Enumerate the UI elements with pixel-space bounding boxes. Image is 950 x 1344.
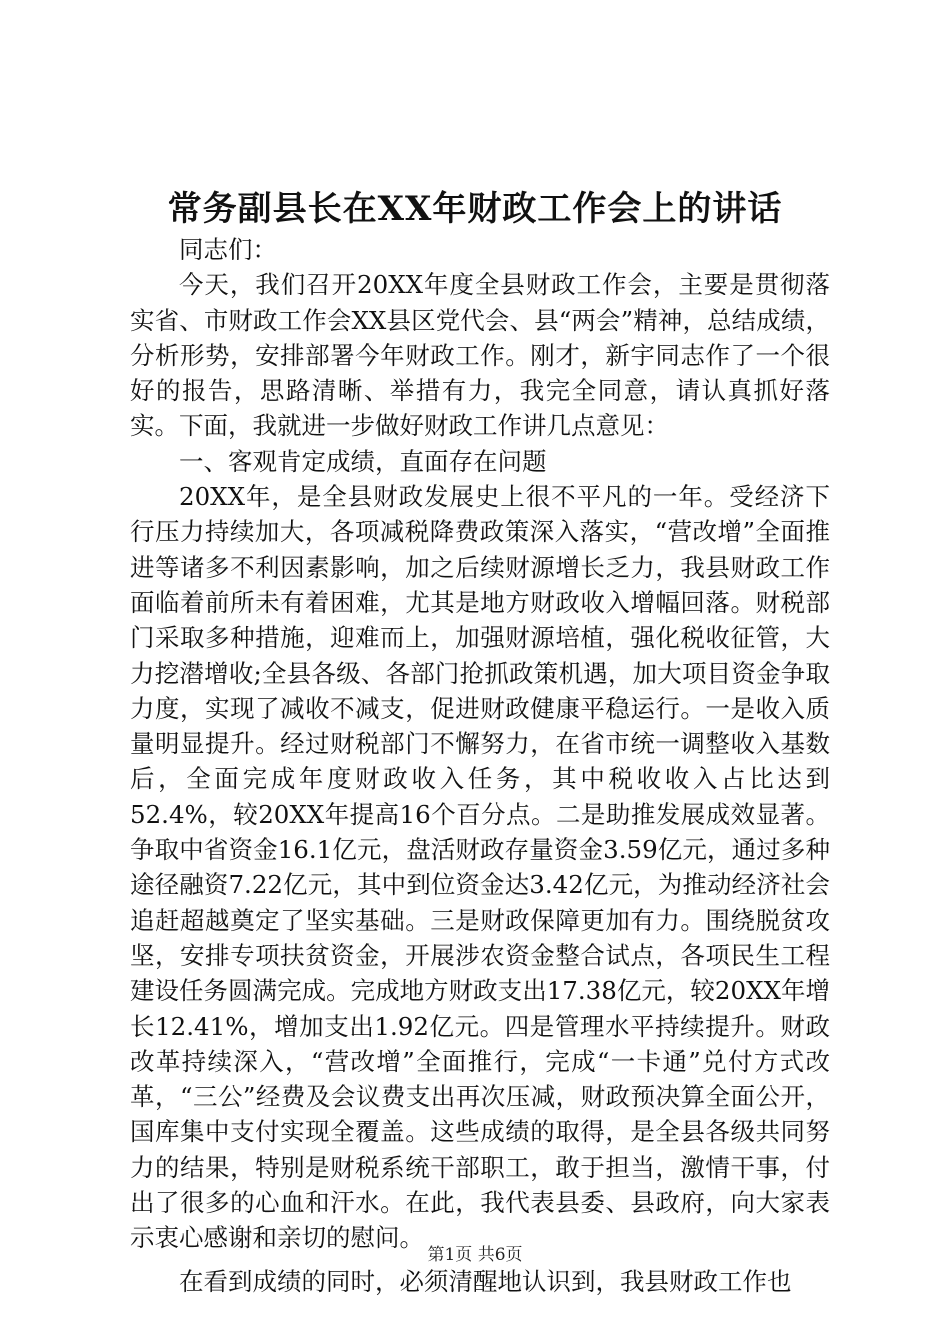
salutation-paragraph: 同志们： [179,235,277,264]
section-heading: 一、客观肯定成绩，直面存在问题 [179,446,547,476]
intro-paragraph: 今天，我们召开20XX年度全县财政工作会，主要是贯彻落实省、市财政工作会XX县区党代会、县“两会”精神，总结成绩，分析形势，安排部署今年财政工作。刚才，新宇同志作了一个很好的报告，思路清晰、举措有力，我完全同意，请认真抓好落实。下面，我就进一步做好财政工作讲几点意见： [130,270,830,441]
document-body [130,232,830,1299]
achievements-paragraph: 20XX年，是全县财政发展史上很不平凡的一年。受经济下行压力持续加大，各项减税降费政策深入落实，“营改增”全面推进等诸多不利因素影响，加之后续财源增长乏力，我县财政工作面临着前所未有着困难，尤其是地方财政收入增幅回落。财税部门采取多种措施，迎难而上，加强财源培植，强化税收征管，大力挖潜增收;全县各级、各部门抢抓政策机遇，加大项目资金争取力度，实现了减收不减支，促进财政健康平稳运行。一是收入质量明显提升。经过财税部门不懈努力，在省市统一调整收入基数后，全面完成年度财政收入任务，其中税收收入占比达到52.4%，较20XX年提高16个百分点。二是助推发展成效显著。争取中省资金16.1亿元，盘活财政存量资金3.59亿元，通过多种途径融资7.22亿元，其中到位资金达3.42亿元，为推动经济社会追赶超越奠定了坚实基础。三是财政保障更加有力。围绕脱贫攻坚，安排专项扶贫资金，开展涉农资金整合试点，各项民生工程建设任务圆满完成。完成地方财政支出17.38亿元，较20XX年增长12.41%，增加支出1.92亿元。四是管理水平持续提升。财政改革持续深入，“营改增”全面推行，完成“一卡通”兑付方式改革，“三公”经费及会议费支出再次压减，财政预决算全面公开，国库集中支付实现全覆盖。这些成绩的取得，是全县各级共同努力的结果，特别是财税系统干部职工，敢于担当，激情干事，付出了很多的心血和汗水。在此，我代表县委、县政府，向大家表示衷心感谢和亲切的慰问。 [130,482,830,1253]
document-title: 常务副县长在XX年财政工作会上的讲话 [167,189,783,229]
page-number-footer: 第1页 共6页 [427,1245,523,1265]
continuation-paragraph: 在看到成绩的同时，必须清醒地认识到，我县财政工作也 [179,1266,792,1296]
